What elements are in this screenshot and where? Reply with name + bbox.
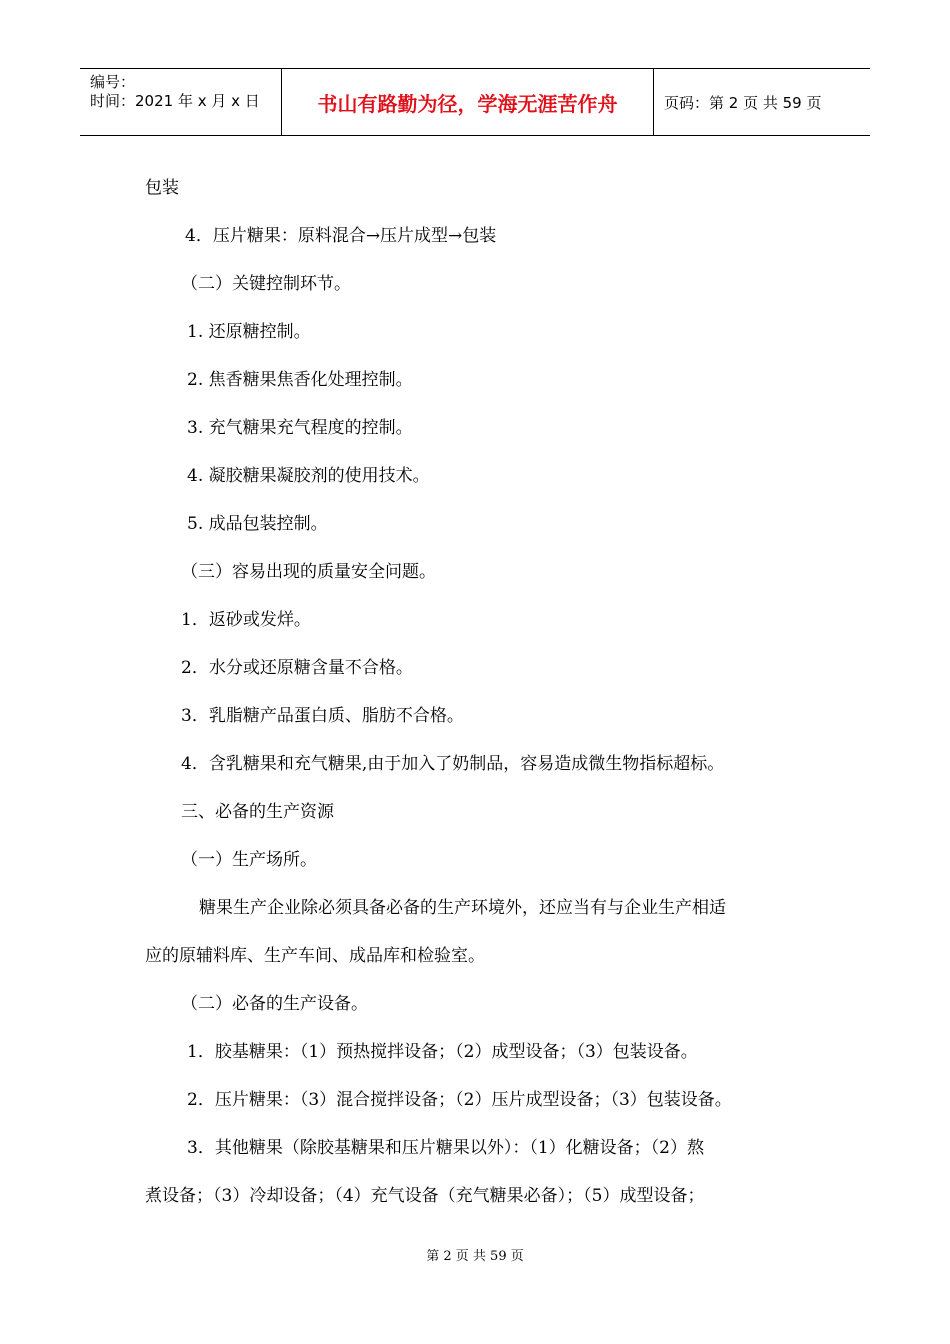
text-line: 煮设备；（3）冷却设备；（4）充气设备（充气糖果必备）；（5）成型设备； — [145, 1186, 705, 1206]
chapter-heading: 三、必备的生产资源 — [181, 802, 334, 822]
text-line: 1．返砂或发烊。 — [181, 610, 311, 630]
text-line: 1. 还原糖控制。 — [187, 322, 311, 342]
text-line: 4．压片糖果：原料混合→压片成型→包装 — [185, 226, 497, 246]
text-line: 2. 焦香糖果焦香化处理控制。 — [187, 370, 413, 390]
text-line: 包装 — [145, 178, 179, 198]
text-line: 1．胶基糖果：（1）预热搅拌设备；（2）成型设备；（3）包装设备。 — [187, 1042, 698, 1062]
header-page-info: 页码：第 2 页 共 59 页 — [664, 93, 822, 112]
page-header — [80, 68, 870, 136]
paragraph-line: 应的原辅料库、生产车间、成品库和检验室。 — [145, 946, 485, 966]
text-line: 3. 充气糖果充气程度的控制。 — [187, 418, 413, 438]
section-heading: （二）关键控制环节。 — [181, 274, 351, 294]
section-heading: （一）生产场所。 — [181, 850, 317, 870]
text-line: 3．其他糖果（除胶基糖果和压片糖果以外）：（1）化糖设备；（2）熬 — [187, 1138, 704, 1158]
document-number: 编号： — [90, 73, 136, 91]
page-footer: 第 2 页 共 59 页 — [426, 1249, 524, 1264]
text-line: 4．含乳糖果和充气糖果,由于加入了奶制品，容易造成微生物指标超标。 — [181, 754, 725, 774]
text-line: 3．乳脂糖产品蛋白质、脂肪不合格。 — [181, 706, 464, 726]
section-heading: （三）容易出现的质量安全问题。 — [181, 562, 436, 582]
header-motto: 书山有路勤为径，学海无涯苦作舟 — [282, 69, 654, 135]
text-line: 2．水分或还原糖含量不合格。 — [181, 658, 413, 678]
text-line: 5. 成品包装控制。 — [187, 514, 328, 534]
section-heading: （二）必备的生产设备。 — [181, 994, 368, 1014]
paragraph-line: 糖果生产企业除必须具备必备的生产环境外，还应当有与企业生产相适 — [199, 898, 726, 918]
text-line: 2．压片糖果：（3）混合搅拌设备；（2）压片成型设备；（3）包装设备。 — [187, 1090, 732, 1110]
text-line: 4. 凝胶糖果凝胶剂的使用技术。 — [187, 466, 430, 486]
header-meta — [80, 69, 282, 135]
document-time: 时间：2021 年 x 月 x 日 — [90, 92, 260, 110]
